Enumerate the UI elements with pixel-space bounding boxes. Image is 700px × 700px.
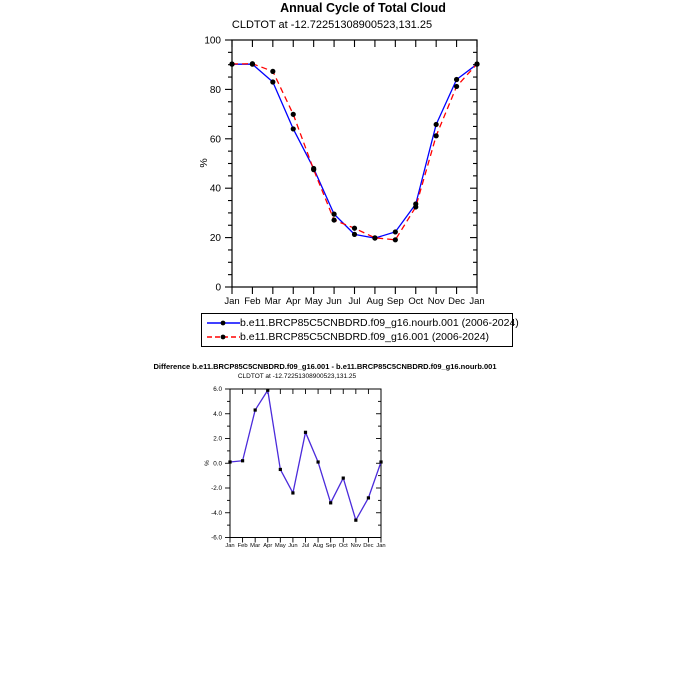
x-tick-labels	[225, 543, 385, 549]
data-point-marker	[329, 501, 332, 504]
y-tick-label: -6.0	[211, 534, 222, 542]
series-markers-0	[228, 389, 382, 522]
y-tick-label: 40	[209, 183, 221, 195]
legend-marker	[221, 321, 226, 326]
data-point-marker	[434, 122, 439, 127]
top-chart-subtitle: CLDTOT at -12.72251308900523,131.25	[231, 19, 433, 31]
y-axis-ticks	[225, 40, 477, 287]
x-tick-label: Aug	[312, 543, 324, 549]
y-tick-label: -2.0	[211, 485, 222, 493]
x-tick-label: Feb	[244, 296, 261, 307]
data-point-marker	[474, 61, 479, 66]
annual-cycle-chart-canvas	[180, 30, 520, 315]
y-tick-labels	[211, 386, 222, 542]
legend-box	[201, 313, 519, 347]
x-tick-label: Jun	[288, 543, 298, 549]
y-tick-label: 80	[209, 84, 221, 96]
x-tick-labels	[224, 296, 484, 307]
y-axis-ticks	[225, 389, 381, 538]
y-tick-label: 6.0	[213, 386, 222, 394]
difference-chart-subtitle: CLDTOT at -12.72251308900523,131.25	[237, 373, 357, 380]
data-point-marker	[342, 477, 345, 480]
series-line-1	[232, 64, 477, 240]
data-point-marker	[393, 229, 398, 234]
legend-label: b.e11.BRCP85C5CNBDRD.f09_g16.nourb.001 (2006-2024)	[240, 317, 519, 329]
x-tick-label: Jan	[376, 543, 386, 549]
x-tick-label: Aug	[366, 296, 384, 307]
legend-line-sample	[207, 317, 240, 329]
data-point-marker	[304, 431, 307, 434]
series-markers-0	[229, 62, 479, 241]
x-tick-label: May	[274, 543, 286, 549]
data-point-marker	[266, 389, 269, 392]
x-tick-label: Oct	[338, 543, 348, 549]
x-tick-label: Sep	[386, 296, 404, 307]
data-point-marker	[270, 69, 275, 74]
y-tick-label: 0.0	[213, 460, 222, 468]
series-line-0	[230, 390, 381, 520]
data-point-marker	[291, 112, 296, 117]
data-point-marker	[354, 519, 357, 522]
data-point-marker	[454, 84, 459, 89]
y-axis-label: %	[204, 460, 211, 466]
y-tick-label: 100	[204, 35, 221, 47]
data-point-marker	[454, 77, 459, 82]
y-tick-label: 4.0	[213, 410, 222, 418]
y-tick-label: 20	[209, 233, 221, 245]
x-tick-label: Jan	[225, 543, 235, 549]
x-tick-label: Oct	[408, 296, 424, 307]
top-chart-title: Annual Cycle of Total Cloud	[280, 1, 446, 15]
data-point-marker	[352, 226, 357, 231]
plot-frame	[232, 40, 477, 287]
x-tick-label: Jul	[348, 296, 361, 307]
data-point-marker	[352, 232, 357, 237]
series-line-0	[232, 64, 477, 238]
x-tick-label: Jan	[469, 296, 485, 307]
data-point-marker	[228, 460, 231, 463]
data-point-marker	[291, 126, 296, 131]
data-point-marker	[229, 61, 234, 66]
data-point-marker	[331, 212, 336, 217]
x-tick-label: Nov	[427, 296, 445, 307]
data-point-marker	[254, 408, 257, 411]
legend-line-sample	[207, 331, 240, 343]
x-tick-label: Apr	[285, 296, 301, 307]
x-axis-ticks	[230, 389, 381, 543]
legend-label: b.e11.BRCP85C5CNBDRD.f09_g16.001 (2006-2024)	[240, 331, 490, 343]
x-tick-label: Mar	[264, 296, 282, 307]
x-tick-label: Jul	[301, 543, 310, 549]
y-tick-label: -4.0	[211, 509, 222, 517]
difference-chart-canvas	[195, 355, 410, 560]
data-point-marker	[393, 237, 398, 242]
legend-entry-1	[207, 331, 510, 344]
y-axis-label: %	[198, 158, 210, 168]
difference-chart-title: Difference b.e11.BRCP85C5CNBDRD.f09_g16.001 - b.e11.BRCP85C5CNBDRD.f09_g16.nourb.001	[153, 362, 497, 371]
x-tick-label: Dec	[363, 543, 374, 549]
y-tick-label: 0	[215, 282, 221, 294]
legend-entry-0	[207, 317, 519, 330]
x-tick-label: Jun	[326, 296, 342, 307]
x-tick-label: Jan	[224, 296, 240, 307]
x-tick-label: Dec	[448, 296, 466, 307]
data-point-marker	[434, 133, 439, 138]
data-point-marker	[311, 167, 316, 172]
data-point-marker	[367, 496, 370, 499]
data-point-marker	[241, 459, 244, 462]
data-point-marker	[250, 61, 255, 66]
data-point-marker	[291, 491, 294, 494]
x-tick-label: Mar	[250, 543, 261, 549]
x-tick-label: Nov	[350, 543, 361, 549]
data-point-marker	[279, 468, 282, 471]
data-point-marker	[379, 460, 382, 463]
y-tick-label: 60	[209, 134, 221, 146]
data-point-marker	[270, 79, 275, 84]
x-tick-label: May	[304, 296, 323, 307]
data-point-marker	[372, 235, 377, 240]
series-markers-1	[229, 61, 479, 242]
x-tick-label: Apr	[263, 543, 273, 549]
data-point-marker	[413, 204, 418, 209]
x-tick-label: Sep	[325, 543, 336, 549]
data-point-marker	[316, 460, 319, 463]
x-tick-label: Feb	[237, 543, 248, 549]
y-tick-label: 2.0	[213, 435, 222, 443]
legend-marker	[221, 335, 226, 340]
data-point-marker	[331, 217, 336, 222]
